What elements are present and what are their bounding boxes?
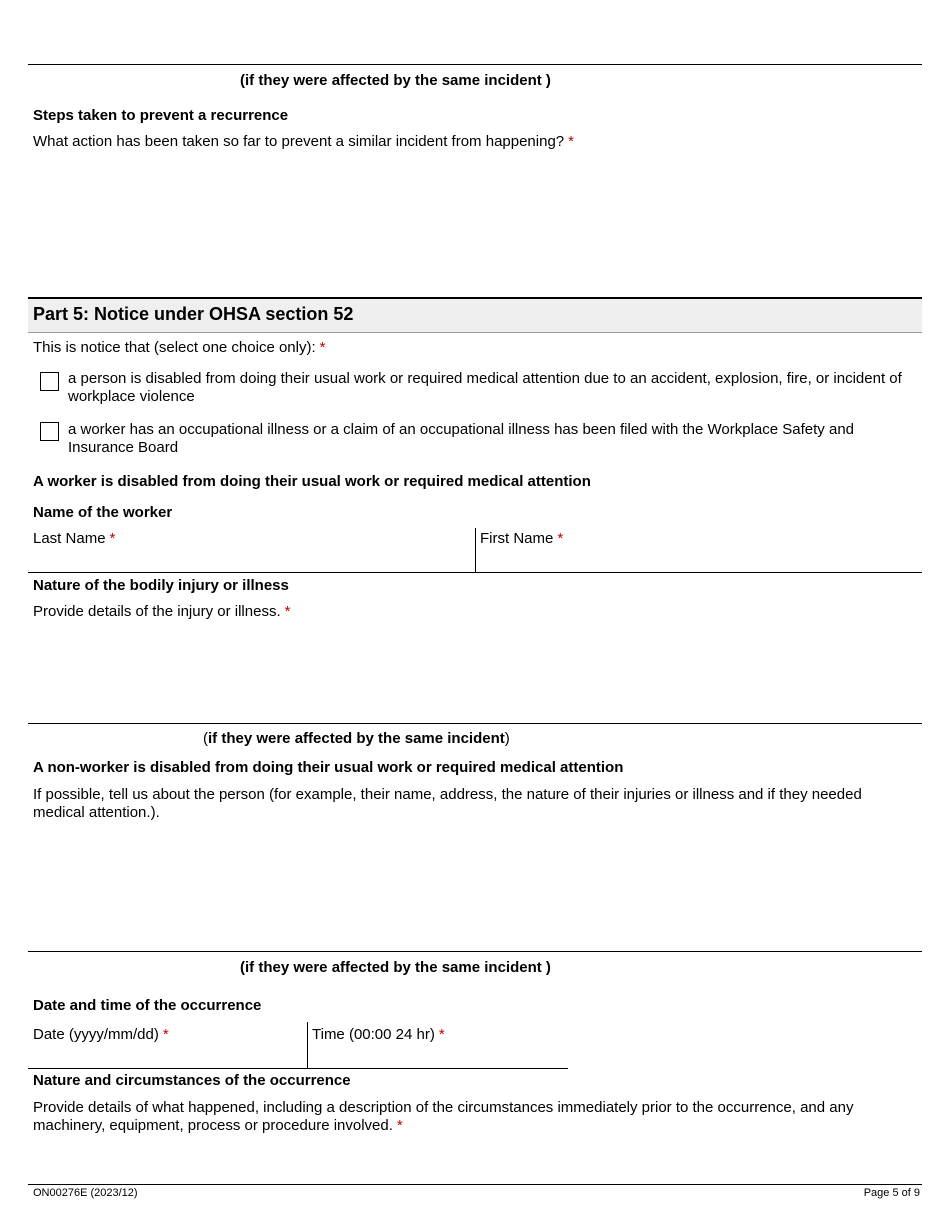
part5-prompt-text: This is notice that (select one choice only): [33,339,316,356]
affected-note-2 [203,730,510,747]
affected-note-2-close: ) [504,730,510,747]
nature-question [33,1099,913,1135]
first-name-label-text: First Name [480,530,554,547]
date-input[interactable] [28,1046,306,1068]
top-divider [28,64,922,65]
option-occupational-illness-checkbox[interactable] [40,422,59,441]
nature-heading: Nature and circumstances of the occurrence [33,1072,351,1089]
injury-bottom-rule [28,723,922,724]
page-number: Page 5 of 9 [863,1187,920,1199]
required-mark: * [319,339,326,356]
time-input[interactable] [309,1046,567,1068]
datetime-field-divider [307,1022,308,1069]
steps-heading: Steps taken to prevent a recurrence [33,107,289,124]
nature-text-field[interactable] [28,1140,922,1182]
date-label [33,1026,169,1043]
steps-question-text: What action has been taken so far to prevent a similar incident from happening? [33,133,565,150]
required-mark: * [568,133,574,150]
footer-rule [28,1184,922,1185]
nonworker-bottom-rule [28,951,922,952]
required-mark: * [109,530,116,547]
option-person-disabled-checkbox[interactable] [40,372,59,391]
required-mark: * [557,530,564,547]
worker-name-heading: Name of the worker [33,504,173,521]
injury-text-field[interactable] [28,626,922,722]
name-field-divider [475,528,476,573]
date-label-text: Date (yyyy/mm/dd) [33,1026,159,1043]
nonworker-description: If possible, tell us about the person (for example, their name, address, the nature of their injuries or illness and if they needed medical attention.). [33,786,862,821]
nature-question-text: Provide details of what happened, including a description of the circumstances immediately prior to the occurrence, and any machinery, equipment, process or procedure involved. [33,1099,854,1134]
steps-question [33,133,574,150]
affected-note-1: (if they were affected by the same incident ) [240,72,551,89]
part5-section-header [28,297,922,333]
last-name-label [33,530,115,547]
datetime-heading: Date and time of the occurrence [33,997,262,1014]
required-mark: * [284,603,291,620]
affected-note-2-text: if they were affected by the same incident [208,730,505,747]
nonworker-heading: A non-worker is disabled from doing their usual work or required medical attention [33,759,624,776]
affected-note-3: (if they were affected by the same incident ) [240,959,551,976]
name-field-bottom-rule [28,572,922,573]
worker-heading: A worker is disabled from doing their usual work or required medical attention [33,473,591,490]
required-mark: * [396,1117,403,1134]
option-person-disabled-label: a person is disabled from doing their usual work or required medical attention due to an accident, explosion, fire, or incident of workplace violence [68,370,902,405]
option-occupational-illness-label: a worker has an occupational illness or a claim of an occupational illness has been filed with the Workplace Safety and Insurance Board [68,421,854,456]
time-label [312,1026,445,1043]
datetime-bottom-rule [28,1068,568,1069]
last-name-input[interactable] [28,550,474,572]
injury-question-text: Provide details of the injury or illness. [33,603,281,620]
nonworker-text-field[interactable] [28,826,922,950]
part5-prompt [33,339,325,356]
injury-heading: Nature of the bodily injury or illness [33,577,289,594]
part5-title: Part 5: Notice under OHSA section 52 [33,304,354,324]
steps-text-field[interactable] [28,156,922,294]
form-code: ON00276E (2023/12) [33,1187,138,1199]
required-mark: * [438,1026,445,1043]
affected-note-2-open: ( [203,730,208,747]
injury-question [33,603,290,620]
last-name-label-text: Last Name [33,530,106,547]
time-label-text: Time (00:00 24 hr) [312,1026,435,1043]
required-mark: * [162,1026,169,1043]
first-name-label [480,530,563,547]
first-name-input[interactable] [477,550,922,572]
